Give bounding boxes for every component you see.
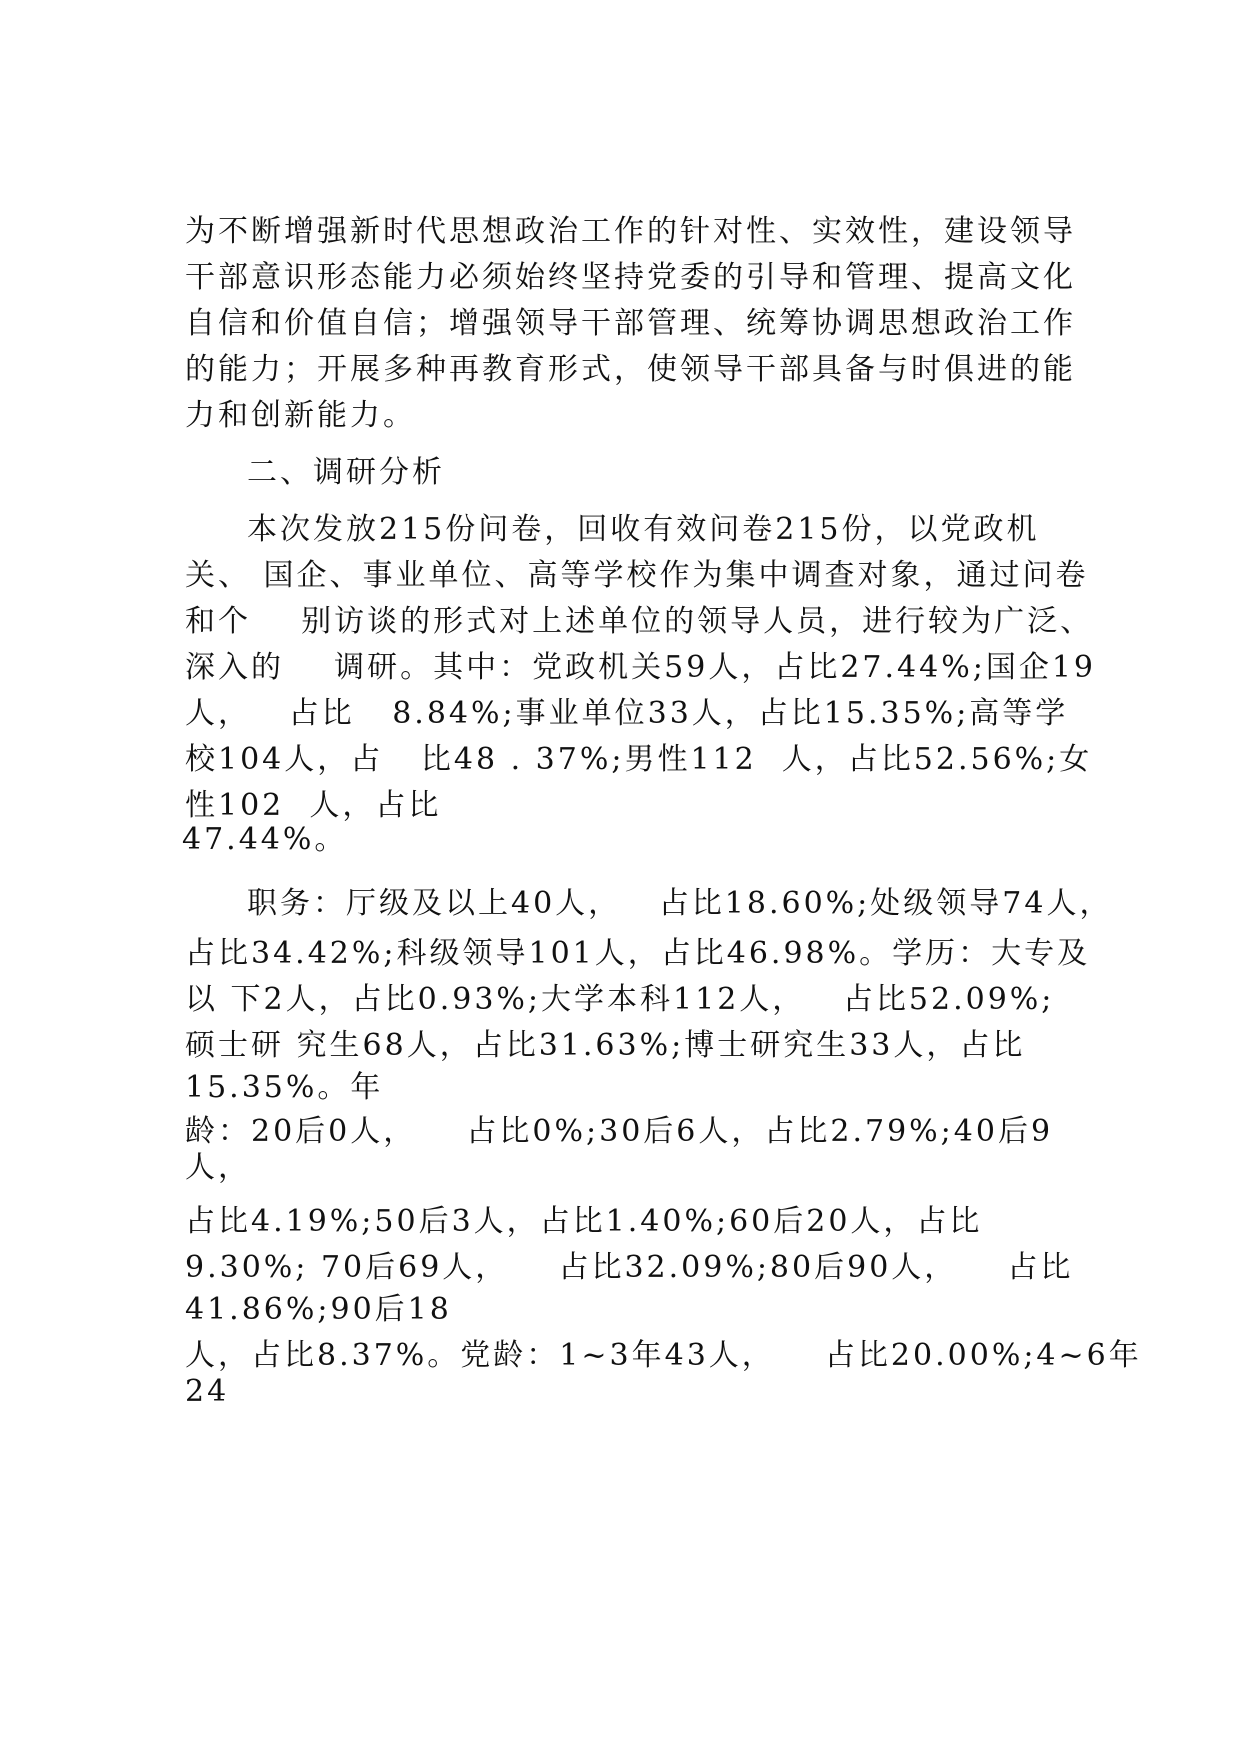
paragraph-3-line-7: 人， (185, 1150, 251, 1185)
paragraph-1-line-1: 为不断增强新时代思想政治工作的针对性、实效性，建设领导 (185, 214, 1076, 249)
paragraph-3-line-4: 硕士研 究生68人，占比31.63%;博士研究生33人，占比 (185, 1028, 1026, 1063)
paragraph-2-line-6: 校104人，占 比48 . 37%;男性112 人，占比52.56%;女 (185, 742, 1093, 777)
paragraph-1-line-2: 干部意识形态能力必须始终坚持党委的引导和管理、提高文化 (185, 260, 1076, 295)
paragraph-2-line-4: 深入的 调研。其中：党政机关59人，占比27.44%;国企19 (185, 650, 1096, 685)
paragraph-1-line-5: 力和创新能力。 (185, 398, 416, 433)
paragraph-3-line-5: 15.35%。年 (185, 1070, 384, 1105)
paragraph-3-line-3: 以 下2人，占比0.93%;大学本科112人， 占比52.09%; (185, 982, 1055, 1017)
paragraph-1-line-3: 自信和价值自信；增强领导干部管理、统筹协调思想政治工作 (185, 306, 1076, 341)
paragraph-2-line-7: 性102 人，占比 (185, 788, 442, 823)
paragraph-3-line-9: 9.30%; 70后69人， 占比32.09%;80后90人， 占比 (185, 1250, 1074, 1285)
paragraph-3-line-12: 24 (185, 1374, 230, 1409)
paragraph-3-line-10: 41.86%;90后18 (185, 1292, 452, 1327)
paragraph-3-line-6: 龄：20后0人， 占比0%;30后6人，占比2.79%;40后9 (185, 1114, 1054, 1149)
paragraph-3-line-11: 人，占比8.37%。党龄：1~3年43人， 占比20.00%;4~6年 (185, 1338, 1142, 1373)
paragraph-3-line-2: 占比34.42%;科级领导101人，占比46.98%。学历：大专及 (185, 936, 1091, 971)
paragraph-3-line-1: 职务：厅级及以上40人， 占比18.60%;处级领导74人， (247, 886, 1113, 921)
paragraph-2-line-8: 47.44%。 (182, 822, 348, 857)
paragraph-2-line-3: 和个 别访谈的形式对上述单位的领导人员，进行较为广泛、 (185, 604, 1094, 639)
paragraph-2-line-5: 人， 占比 8.84%;事业单位33人，占比15.35%;高等学 (185, 696, 1069, 731)
section-heading: 二、调研分析 (247, 455, 445, 490)
paragraph-1-line-4: 的能力；开展多种再教育形式，使领导干部具备与时俱进的能 (185, 352, 1076, 387)
paragraph-2-line-1: 本次发放215份问卷，回收有效问卷215份，以党政机 (247, 512, 1040, 547)
paragraph-3-line-8: 占比4.19%;50后3人，占比1.40%;60后20人，占比 (185, 1204, 983, 1239)
paragraph-2-line-2: 关、 国企、事业单位、高等学校作为集中调查对象，通过问卷 (185, 558, 1089, 593)
